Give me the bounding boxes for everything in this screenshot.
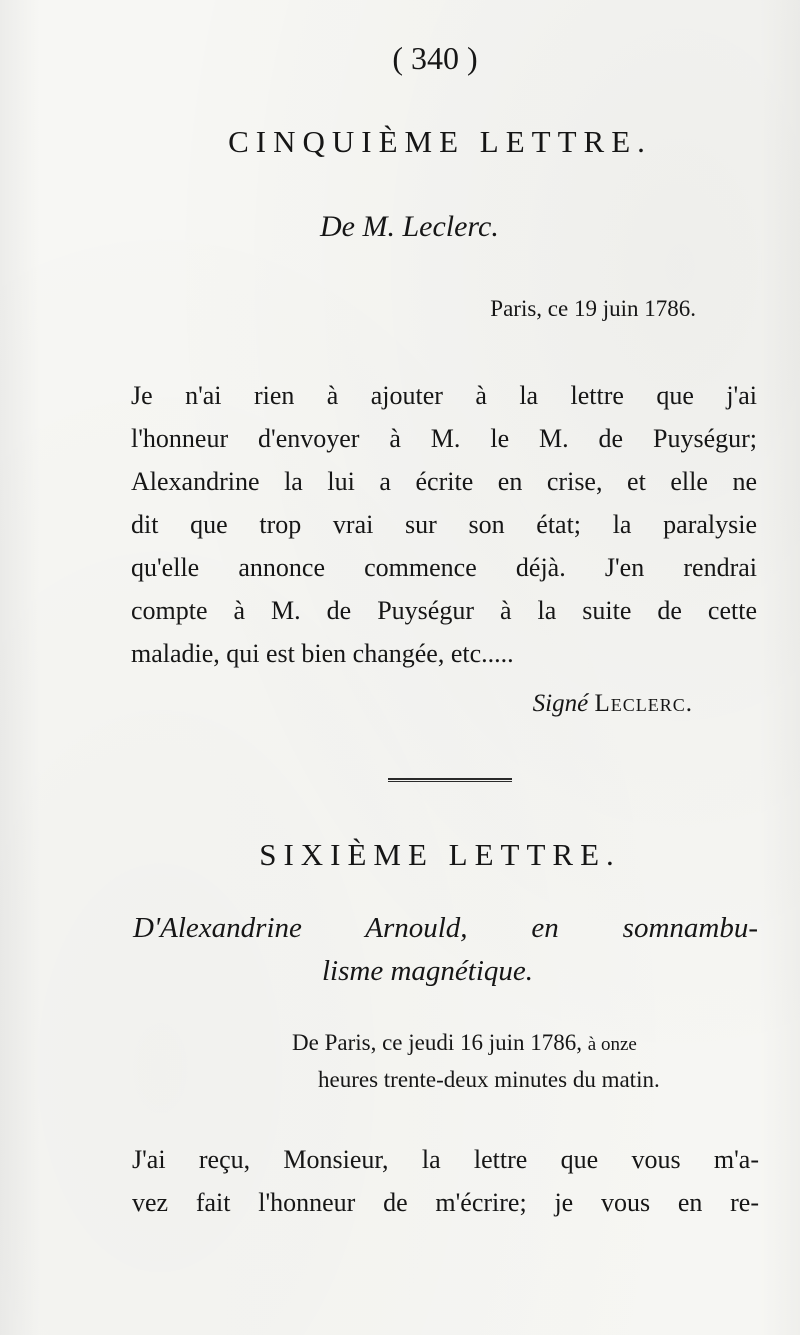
body-line: l'honneur d'envoyer à M. le M. de Puységur; (131, 424, 757, 453)
letter-date-sixth-line2: heures trente-deux minutes du matin. (318, 1067, 660, 1092)
letter-date-fifth: Paris, ce 19 juin 1786. (490, 296, 696, 321)
body-line: qu'elle annonce commence déjà. J'en rendrai (131, 553, 757, 582)
letter-sender-fifth: De M. Leclerc. (320, 210, 499, 243)
letter-heading-sixth: SIXIÈME LETTRE. (259, 837, 621, 872)
body-line: dit que trop vrai sur son état; la paralysie (131, 510, 757, 539)
signature-label: Signé (532, 690, 589, 717)
letter-heading-fifth: CINQUIÈME LETTRE. (228, 124, 652, 159)
body-line: J'ai reçu, Monsieur, la lettre que vous m'a- (132, 1145, 759, 1174)
date-main: De Paris, ce jeudi 16 juin 1786, (292, 1030, 583, 1055)
section-divider-rule (388, 778, 512, 782)
signature (533, 690, 693, 718)
signature-name: Leclerc. (594, 690, 693, 717)
letter-date-sixth-line1 (292, 1030, 637, 1056)
body-line: Je n'ai rien à ajouter à la lettre que j'ai (131, 381, 757, 410)
letter-sender-sixth-line1: D'Alexandrine Arnould, en somnambu- (133, 912, 758, 944)
body-line: Alexandrine la lui a écrite en crise, et elle ne (131, 467, 757, 496)
body-line: compte à M. de Puységur à la suite de cette (131, 596, 757, 625)
page-number: ( 340 ) (392, 40, 478, 76)
body-line: vez fait l'honneur de m'écrire; je vous en re- (132, 1188, 759, 1217)
body-line: maladie, qui est bien changée, etc..... (131, 639, 514, 668)
date-small: à onze (587, 1034, 637, 1055)
letter-sender-sixth-line2: lisme magnétique. (322, 955, 534, 987)
